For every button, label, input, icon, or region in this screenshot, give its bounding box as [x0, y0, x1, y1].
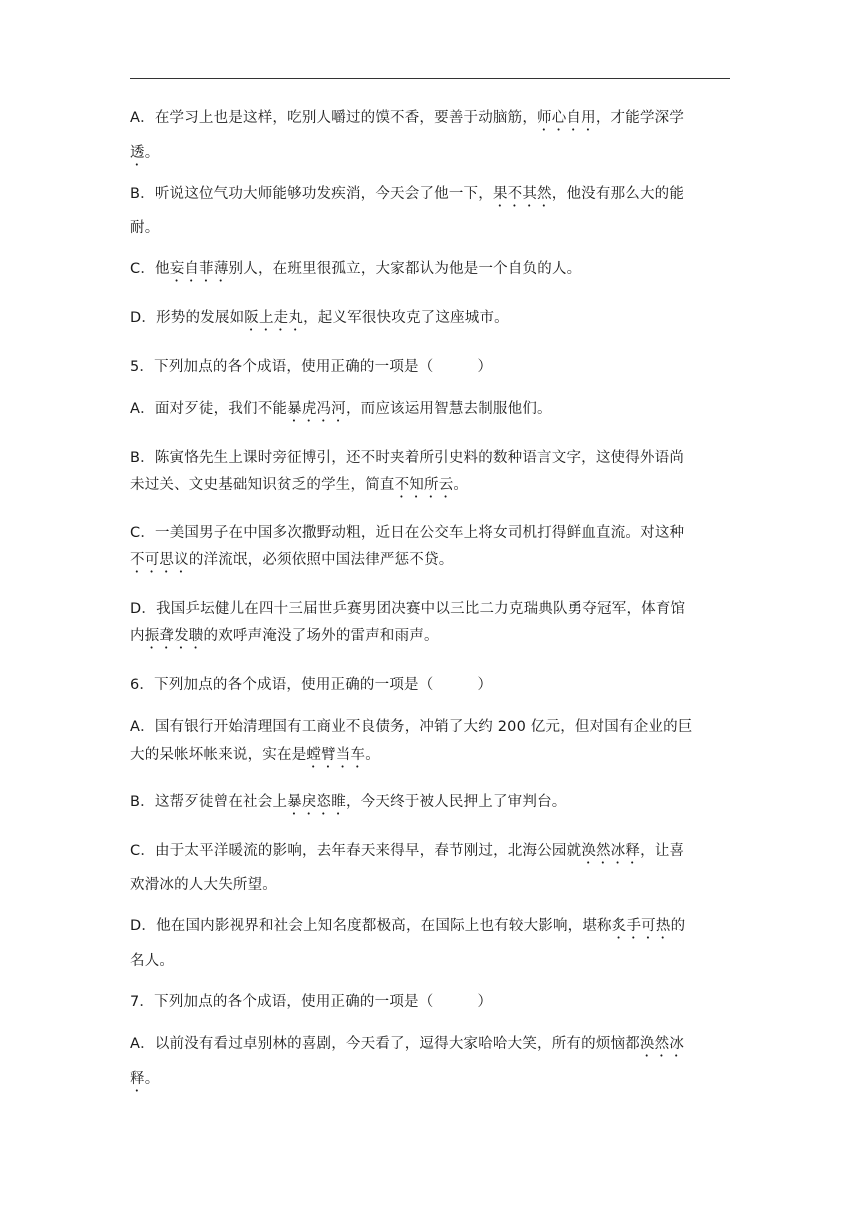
text-line: D．形势的发展如阪上走丸，起义军很快攻克了这座城市。 — [130, 310, 509, 326]
text-line: A．在学习上也是这样，吃别人嚼过的馍不香，要善于动脑筋，师心自用，才能学深学 — [130, 110, 685, 126]
emphasized-idiom: 涣然冰 — [639, 1036, 685, 1052]
text-line: C．由于太平洋暖流的影响，去年春天来得早，春节刚过，北海公园就涣然冰释，让喜 — [130, 843, 685, 859]
text-line: 欢滑冰的人大失所望。 — [130, 877, 277, 893]
emphasized-idiom: 妄自菲薄 — [169, 261, 229, 277]
question-heading: 6．下列加点的各个成语，使用正确的一项是（ ） — [130, 677, 493, 693]
header-rule — [130, 78, 730, 79]
text-line: A．以前没有看过卓别林的喜剧，今天看了，逗得大家哈哈大笑，所有的烦恼都涣然冰 — [130, 1036, 685, 1052]
emphasized-idiom: 振聋发聩 — [144, 628, 204, 644]
text-line: D．他在国内影视界和社会上知名度都极高，在国际上也有较大影响，堪称炙手可热的 — [130, 918, 686, 934]
emphasized-idiom: 炙手可热 — [611, 918, 671, 934]
text-line: B．陈寅恪先生上课时旁征博引，还不时夹着所引史料的数种语言文字，这使得外语尚 — [130, 450, 685, 466]
text-line: 内振聋发聩的欢呼声淹没了场外的雷声和雨声。 — [130, 628, 439, 644]
emphasized-idiom: 透 — [130, 145, 145, 161]
text-line: 耐。 — [130, 220, 160, 236]
text-line: B．这帮歹徒曾在社会上暴戾恣睢，今天终于被人民押上了审判台。 — [130, 794, 567, 810]
emphasized-idiom: 涣然冰释 — [581, 843, 641, 859]
question-heading: 7．下列加点的各个成语，使用正确的一项是（ ） — [130, 994, 493, 1010]
emphasized-idiom: 释 — [130, 1071, 145, 1087]
text-line: 大的呆帐坏帐来说，实在是螳臂当车。 — [130, 747, 380, 763]
text-line: D．我国乒坛健儿在四十三届世乒赛男团决赛中以三比二力克瑞典队勇夺冠军，体育馆 — [130, 601, 686, 617]
question-heading: 5．下列加点的各个成语，使用正确的一项是（ ） — [130, 359, 493, 375]
text-line: 释。 — [130, 1071, 160, 1087]
text-line: A．国有银行开始清理国有工商业不良债务，冲销了大约 200 亿元，但对国有企业的巨 — [130, 719, 693, 735]
emphasized-idiom: 不知所云 — [394, 477, 454, 493]
text-line: 透。 — [130, 145, 160, 161]
text-line: B．听说这位气功大师能够功发疾消，今天会了他一下，果不其然，他没有那么大的能 — [130, 186, 685, 202]
text-line: 不可思议的洋流氓，必须依照中国法律严惩不贷。 — [130, 552, 454, 568]
emphasized-idiom: 阪上走丸 — [244, 310, 304, 326]
text-line: A．面对歹徒，我们不能暴虎冯河，而应该运用智慧去制服他们。 — [130, 401, 552, 417]
emphasized-idiom: 螳臂当车 — [306, 747, 366, 763]
emphasized-idiom: 果不其然 — [492, 186, 552, 202]
emphasized-idiom: 暴虎冯河 — [287, 401, 346, 417]
emphasized-idiom: 不可思议 — [130, 552, 189, 568]
emphasized-idiom: 师心自用 — [537, 110, 596, 126]
text-line: C．他妄自菲薄别人，在班里很孤立，大家都认为他是一个自负的人。 — [130, 261, 582, 277]
text-line: C．一美国男子在中国多次撒野动粗，近日在公交车上将女司机打得鲜血直流。对这种 — [130, 525, 685, 541]
text-line: 未过关、文史基础知识贫乏的学生，简直不知所云。 — [130, 477, 469, 493]
emphasized-idiom: 暴戾恣睢 — [287, 794, 346, 810]
text-line: 名人。 — [130, 953, 175, 969]
